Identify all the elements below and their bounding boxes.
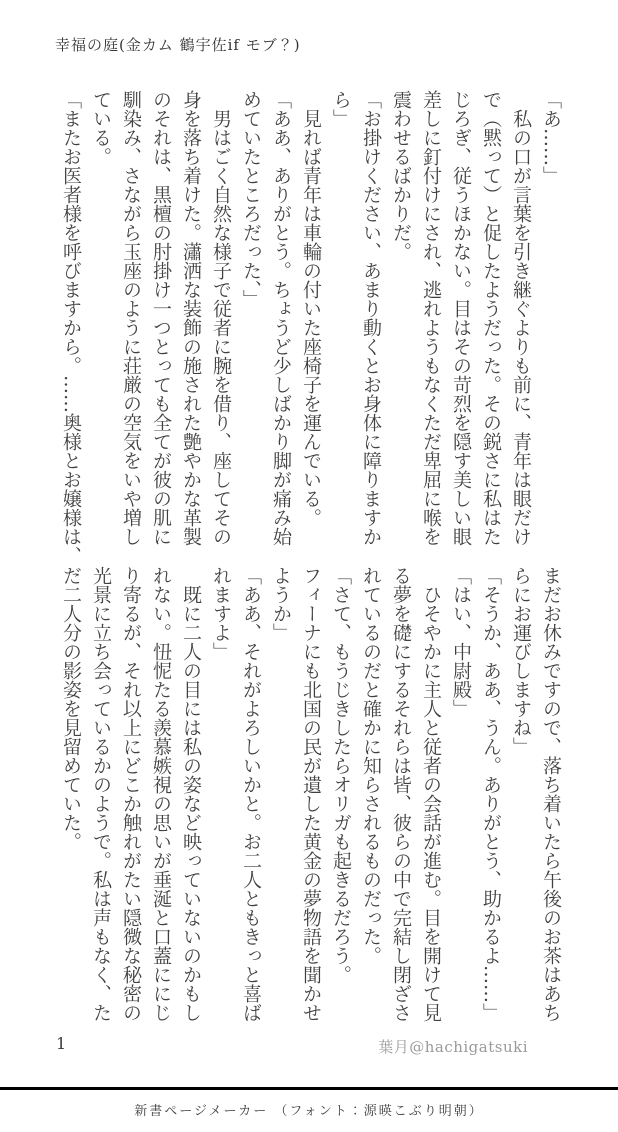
text-line: 震わせるばかりだ。	[390, 90, 412, 261]
text-line: る夢を礎にするそれらは皆、彼らの中で完結し閉ざさ	[390, 566, 412, 1022]
text-line: 差しに釘付けにされ、逃れようもなくただ卑屈に喉を	[420, 90, 442, 546]
text-line: だ二人分の影姿を見留めていた。	[60, 566, 82, 851]
text-line: ようか」	[270, 566, 292, 642]
author-credit: 葉月@hachigatsuki	[378, 1038, 528, 1056]
text-line: 身を落ち着けた。瀟洒な装飾の施された艶やかな革製	[180, 90, 202, 546]
text-line: 「またお医者様を呼びますから。……奥様とお嬢様は、	[60, 90, 82, 565]
text-line: まだお休みですので、落ち着いたら午後のお茶はあち	[540, 566, 562, 1022]
text-line: 「はい、中尉殿」	[450, 566, 472, 718]
text-block-upper	[56, 90, 566, 565]
text-line: 男はごく自然な様子で従者に腕を借り、座してその	[210, 90, 232, 546]
text-line: のそれは、黒檀の肘掛け一つとっても全てが彼の肌に	[150, 90, 172, 546]
text-line: れているのだと確かに知らされるものだった。	[360, 566, 382, 965]
page-title: 幸福の庭(金カム 鶴宇佐if モブ？)	[55, 36, 301, 54]
page-number: 1	[56, 1034, 67, 1053]
text-line: ら」	[330, 90, 352, 128]
text-line: 「ああ、ありがとう。ちょうど少しばかり脚が痛み始	[270, 90, 292, 546]
text-line: れない。忸怩たる羨慕嫉視の思いが垂涎と口蓋ににじ	[150, 566, 172, 1022]
text-line: 「さて、もうじきしたらオリガも起きるだろう。	[330, 566, 352, 984]
footer-caption: 新書ページメーカー （フォント：源暎こぶり明朝）	[134, 1104, 484, 1119]
text-line: 「お掛けください、あまり動くとお身体に障りますか	[360, 90, 382, 546]
text-line: で（黙って）と促したようだった。その鋭さに私はた	[480, 90, 502, 546]
text-line: 馴染み、さながら玉座のように荘厳の空気をいや増し	[120, 90, 142, 546]
text-line: 光景に立ち会っているかのようで。私は声もなく、た	[90, 566, 112, 1022]
text-line: 「あ……」	[540, 90, 562, 185]
text-line: ひそやかに主人と従者の会話が進む。目を開けて見	[420, 566, 442, 1022]
text-line: らにお運びしますね」	[510, 566, 532, 756]
text-line: ている。	[90, 90, 112, 166]
text-line: 私の口が言葉を引き継ぐよりも前に、青年は眼だけ	[510, 90, 532, 546]
text-block-lower	[56, 566, 566, 1031]
text-line: めていたところだった、」	[240, 90, 262, 309]
text-line: フィーナにも北国の民が遺した黄金の夢物語を聞かせ	[300, 566, 322, 1022]
text-line: じろぎ、従うほかない。目はその苛烈を隠す美しい眼	[450, 90, 472, 546]
text-line: 見れば青年は車輪の付いた座椅子を運んでいる。	[300, 90, 322, 527]
text-line: 「そうか、ああ、うん。ありがとう、助かるよ……」	[480, 566, 502, 1022]
text-line: 「ああ、それがよろしいかと。お二人ともきっと喜ば	[240, 566, 262, 1022]
text-line: 既に二人の目には私の姿など映っていないのかもし	[180, 566, 202, 1022]
text-line: り寄るが、それ以上にどこか触れがたい隠微な秘密の	[120, 566, 142, 1022]
text-line: れますよ」	[210, 566, 232, 661]
